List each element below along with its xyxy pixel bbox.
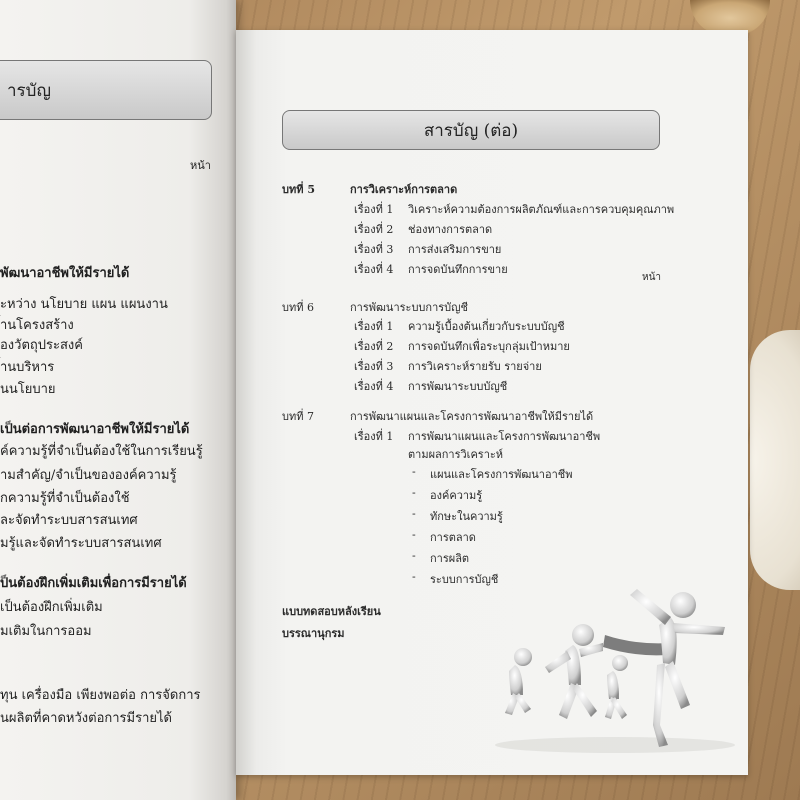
- subitem: แผนและโครงการพัฒนาอาชีพ: [430, 468, 573, 481]
- bullet-dash: -: [412, 528, 416, 541]
- topic-title: การวิเคราะห์รายรับ รายจ่าย: [408, 360, 542, 373]
- left-page-line: พัฒนาอาชีพให้มีรายได้: [0, 266, 130, 281]
- left-page-line: ้านโครงสร้าง: [0, 318, 74, 333]
- topic-title: การพัฒนาระบบบัญชี: [408, 380, 508, 393]
- topic-title: วิเคราะห์ความต้องการผลิตภัณฑ์และการควบคุมคุณภาพ: [408, 203, 675, 216]
- left-page-line: ป็นต้องฝึกเพิ่มเติมเพื่อการมีรายได้: [0, 576, 187, 591]
- chapter-6-title: การพัฒนาระบบการบัญชี: [350, 301, 468, 314]
- white-cup: [750, 330, 800, 590]
- chapter-5-title: การวิเคราะห์การตลาด: [350, 183, 458, 196]
- topic-label: เรื่องที่ 1: [354, 203, 394, 216]
- topic-title: ความรู้เบื้องต้นเกี่ยวกับระบบบัญชี: [408, 320, 565, 333]
- left-page-line: ้านบริหาร: [0, 360, 55, 375]
- subitem: ระบบการบัญชี: [430, 573, 499, 586]
- chapter-5-label: บทที่ 5: [282, 183, 315, 196]
- right-page-label: หน้า: [642, 272, 662, 283]
- left-page-line: นผลิตที่คาดหวังต่อการมีรายได้: [0, 711, 172, 726]
- bullet-dash: -: [412, 465, 416, 478]
- left-page-line: กความรู้ที่จำเป็นต้องใช้: [0, 491, 130, 506]
- topic-title: ช่องทางการตลาด: [408, 223, 493, 236]
- runner-figure: [545, 624, 603, 719]
- left-page-line: มเติมในการออม: [0, 624, 92, 639]
- toc-title-bar: [282, 110, 660, 150]
- runner-figure: [505, 648, 532, 715]
- left-page-label: หน้า: [190, 159, 211, 172]
- leading-runner-figure: [630, 589, 725, 747]
- topic-label: เรื่องที่ 3: [354, 360, 394, 373]
- topic-label: เรื่องที่ 4: [354, 263, 394, 276]
- subitem: ทักษะในความรู้: [430, 510, 503, 523]
- topic-title: การพัฒนาแผนและโครงการพัฒนาอาชีพ: [408, 430, 601, 443]
- left-page-title-bar: [0, 60, 212, 120]
- bullet-dash: -: [412, 507, 416, 520]
- left-page-line: ะหว่าง นโยบาย แผน แผนงาน: [0, 297, 168, 312]
- subitem: การผลิต: [430, 552, 470, 565]
- chapter-6-label: บทที่ 6: [282, 301, 314, 314]
- toc-title: สารบัญ (ต่อ): [423, 120, 519, 141]
- appendix-bibliography: บรรณานุกรม: [282, 627, 345, 640]
- topic-title-continued: ตามผลการวิเคราะห์: [408, 448, 504, 461]
- topic-title: การจดบันทึกการขาย: [408, 263, 508, 276]
- bullet-dash: -: [412, 486, 416, 499]
- topic-label: เรื่องที่ 1: [354, 430, 394, 443]
- appendix-post-test: แบบทดสอบหลังเรียน: [282, 605, 381, 618]
- left-page-line: นนโยบาย: [0, 382, 56, 397]
- left-page-line: ละจัดทำระบบสารสนเทศ: [0, 513, 138, 528]
- left-page-title: ารบัญ: [7, 80, 51, 101]
- left-page-line: ทุน เครื่องมือ เพียงพอต่อ การจัดการ: [0, 688, 201, 703]
- subitem: การตลาด: [430, 531, 476, 544]
- left-page-line: องวัตถุประสงค์: [0, 338, 83, 353]
- running-figures-illustration: [485, 585, 745, 755]
- topic-label: เรื่องที่ 2: [354, 223, 394, 236]
- topic-label: เรื่องที่ 4: [354, 380, 394, 393]
- left-page-line: ค์ความรู้ที่จำเป็นต้องใช้ในการเรียนรู้: [0, 444, 203, 459]
- chapter-7-title: การพัฒนาแผนและโครงการพัฒนาอาชีพให้มีรายได้: [350, 410, 594, 423]
- topic-label: เรื่องที่ 1: [354, 320, 394, 333]
- left-page: [0, 0, 236, 800]
- bullet-dash: -: [412, 549, 416, 562]
- left-page-line: เป็นต้องฝึกเพิ่มเติม: [0, 600, 103, 615]
- topic-label: เรื่องที่ 3: [354, 243, 394, 256]
- chapter-7-label: บทที่ 7: [282, 410, 314, 423]
- left-page-line: เป็นต่อการพัฒนาอาชีพให้มีรายได้: [0, 422, 190, 437]
- runner-figure: [605, 655, 628, 719]
- topic-title: การส่งเสริมการขาย: [408, 243, 502, 256]
- bullet-dash: -: [412, 570, 416, 583]
- left-page-line: ามสำคัญ/จำเป็นขององค์ความรู้: [0, 468, 177, 483]
- left-page-line: มรู้และจัดทำระบบสารสนเทศ: [0, 536, 162, 551]
- topic-title: การจดบันทึกเพื่อระบุกลุ่มเป้าหมาย: [408, 340, 570, 353]
- topic-label: เรื่องที่ 2: [354, 340, 394, 353]
- subitem: องค์ความรู้: [430, 489, 483, 502]
